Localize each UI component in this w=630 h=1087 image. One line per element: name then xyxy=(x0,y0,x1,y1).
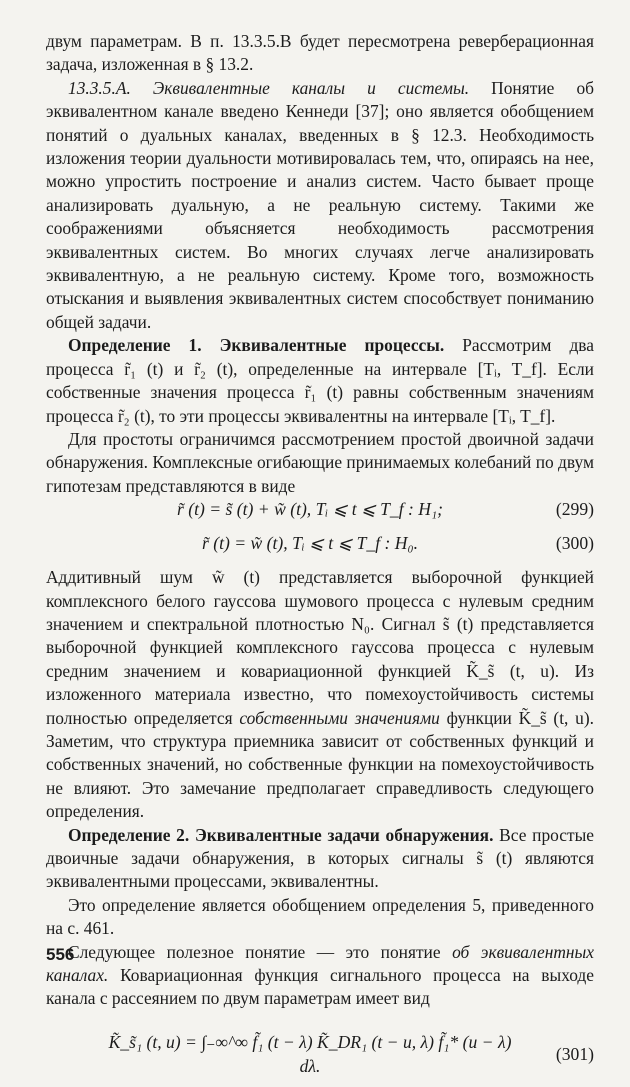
definition-1 xyxy=(46,334,594,428)
section-paragraph xyxy=(46,77,594,334)
equivalent-channels-emphasis: об эквивалентных каналах. xyxy=(46,941,595,986)
section-heading: 13.3.5.А. Эквивалентные каналы и системы. xyxy=(68,77,470,98)
noise-emphasis: собственными значениями xyxy=(239,707,440,728)
equation-299-number: (299) xyxy=(555,499,594,520)
page-number: 556 xyxy=(46,945,75,964)
noise-paragraph xyxy=(46,566,594,823)
equivalent-channels-text-a: Следующее полезное понятие — это понятие xyxy=(68,941,441,962)
equation-300-expr: r̃ (t) = w̃ (t), Tᵢ ⩽ t ⩽ T_f : H₀. xyxy=(202,533,418,554)
equation-299-expr: r̃ (t) = s̃ (t) + w̃ (t), Tᵢ ⩽ t ⩽ T_f : H₁; xyxy=(177,499,443,520)
generalization-text: Это определение является обобщением определения 5, приведенного на с. 461. xyxy=(46,894,594,939)
noise-text-a: Аддитивный шум w̃ (t) представляется выборочной функцией комплексного белого гауссова шумового процесса с нулевым средним значением и спектральной плотностью N₀. Сигнал s̃ (t) представляется выборочной функцией комплексного гауссова процесса с нулевым средним значением и ковариационной функцией K̃_s̃ (t, u). Из изложенного материала известно, что помехоустойчивость системы полностью определяется xyxy=(46,567,594,728)
equation-299 xyxy=(46,498,594,532)
generalization-paragraph xyxy=(46,894,594,941)
equivalent-channels-text-b: Ковариационная функция сигнального процесса на выходе канала с рассеянием по двум параметрам имеет вид xyxy=(46,965,594,1009)
equivalent-channels-paragraph xyxy=(46,941,594,1011)
simple-task-paragraph xyxy=(46,428,594,498)
equation-301 xyxy=(46,1023,594,1087)
equation-301-expr: K̃_s̃₁ (t, u) = ∫₋∞^∞ f̃₁ (t − λ) K̃_DR₁ (t − u, λ) f̃₁* (u − λ) dλ. xyxy=(108,1032,512,1076)
continuation-paragraph xyxy=(46,30,594,77)
equation-301-number: (301) xyxy=(555,1044,594,1065)
continuation-text: двум параметрам. В п. 13.3.5.В будет пересмотрена реверберационная задача, изложенная в § 13.2. xyxy=(46,31,594,75)
definition-2-title: Определение 2. Эквивалентные задачи обнаружения. xyxy=(68,824,494,845)
equation-300-number: (300) xyxy=(555,533,594,554)
equation-300 xyxy=(46,532,594,566)
noise-text-b: функции K̃_s̃ (t, u). Заметим, что структура приемника зависит от собственных функций и собственных значений, но собственные функции на помехоустойчивость не влияют. Это замечание предполагает справедливость следующего определения. xyxy=(46,707,594,822)
section-body: Понятие об эквивалентном канале введено Кеннеди [37]; оно является обобщением понятий о дуальных каналах, введенных в § 12.3. Необходимость изложения теории дуальности мотивировалась тем, что, опираясь на нее, можно упростить построение и анализ систем. Часто бывает проще анализировать дуальную, а не реальную систему. Такими же соображениями объясняется необходимость рассмотрения эквивалентных систем. Во многих случаях легче анализировать эквивалентную, а не реальную систему. Кроме того, возможность отыскания и выявления эквивалентных систем способствует пониманию общей задачи. xyxy=(46,77,594,332)
definition-2 xyxy=(46,824,594,894)
page-text xyxy=(46,30,594,1087)
definition-2-body: Все простые двоичные задачи обнаружения, в которых сигналы s̃ (t) являются эквивалентными процессами, эквивалентны. xyxy=(46,824,594,892)
definition-1-title: Определение 1. Эквивалентные процессы. xyxy=(68,335,445,356)
definition-1-body: Рассмотрим два процесса r̃₁ (t) и r̃₂ (t), определенные на интервале [Tᵢ, T_f]. Если собственные значения процесса r̃₁ (t) равны собственным значениям процесса r̃₂ (t), то эти процессы эквивалентны на интервале [Tᵢ, T_f]. xyxy=(46,335,594,426)
simple-task-text: Для простоты ограничимся рассмотрением простой двоичной задачи обнаружения. Комплексные огибающие принимаемых колебаний по двум гипотезам представляются в виде xyxy=(46,428,594,496)
